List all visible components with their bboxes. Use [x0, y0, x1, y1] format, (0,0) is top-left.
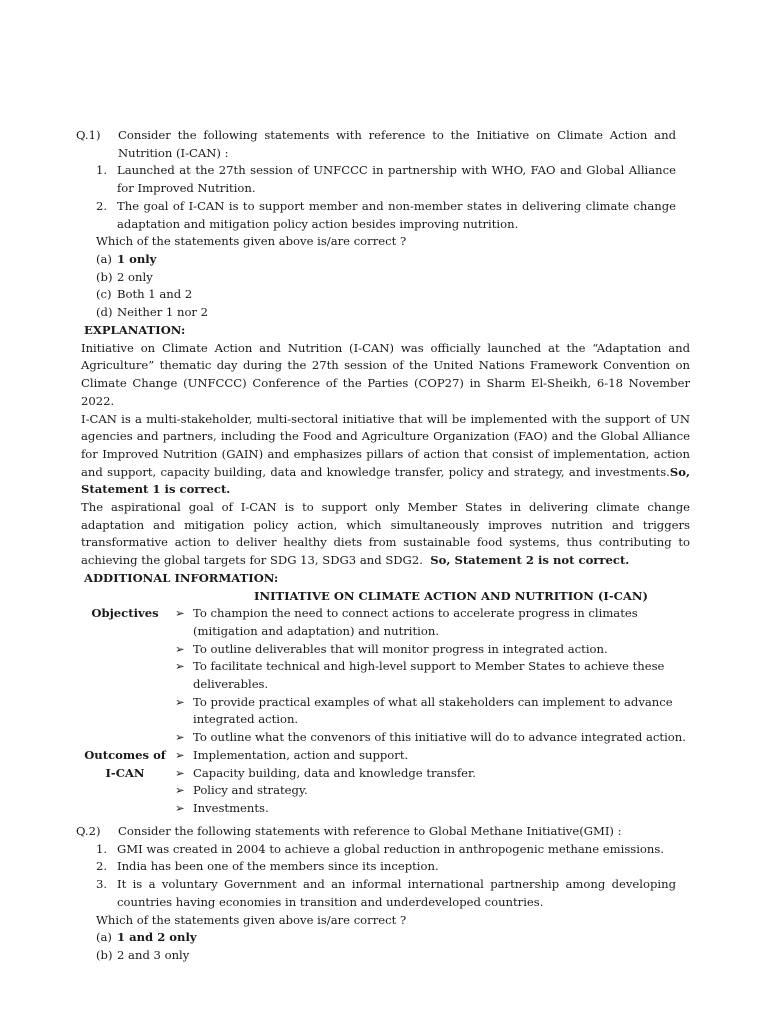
statement-number: 2. [96, 859, 108, 874]
bullet-item [169, 605, 690, 640]
option-label: (a) [96, 251, 112, 266]
statement-number: 1. [96, 163, 108, 178]
statement-text: India has been one of the members since its inception. [117, 859, 439, 874]
question-text: Consider the following statements with reference to the Initiative on Climate Action and Nutrition (I-CAN) : [118, 128, 676, 160]
statement-2-verdict: So, Statement 2 is not correct. [430, 553, 630, 568]
outcomes-label [81, 747, 169, 818]
bullet-item [169, 782, 690, 800]
bullet-item [169, 641, 690, 659]
bullet-item [169, 800, 690, 818]
statement-text: The goal of I-CAN is to support member and non-member states in delivering climate change adaptation and mitigation policy action besides improving nutrition. [117, 198, 676, 231]
question-1-stem [76, 127, 676, 162]
statement-text: Launched at the 27th session of UNFCCC in partnership with WHO, FAO and Global Alliance for Improved Nutrition. [117, 163, 676, 196]
explanation-heading: EXPLANATION: [84, 323, 186, 337]
bullet-text: Investments. [193, 800, 269, 815]
statement-number: 2. [96, 198, 108, 213]
explanation-paragraph-1: Initiative on Climate Action and Nutrition (I-CAN) was officially launched at the “Adaptation and Agriculture” thematic day during the 27th session of the United Nations Framework Convention on Climate Change (UNFCCC) Conference of the Parties (COP27) in Sharm El-Sheikh, 6-18 November 2022. [81, 340, 690, 408]
statement-item [76, 198, 676, 233]
objectives-row [81, 605, 690, 747]
option-label: (b) [96, 269, 113, 284]
bullet-text: To facilitate technical and high-level support to Member States to achieve these deliverables. [193, 659, 665, 692]
arrow-bullet-icon: ➢ [175, 659, 185, 674]
option-a [76, 251, 676, 269]
option-b [76, 269, 676, 287]
arrow-bullet-icon: ➢ [175, 765, 185, 780]
additional-info-heading: ADDITIONAL INFORMATION: [84, 570, 279, 585]
statement-item [76, 858, 676, 876]
option-text: 2 only [117, 269, 153, 284]
statement-number: 1. [96, 841, 108, 856]
arrow-bullet-icon: ➢ [175, 641, 185, 656]
bullet-text: To provide practical examples of what all stakeholders can implement to advance integrated action. [193, 694, 673, 727]
question-number: Q.1) [76, 128, 101, 142]
option-label: (c) [96, 287, 112, 302]
statement-1-verdict: So, Statement 1 is correct. [81, 464, 690, 497]
option-text: Both 1 and 2 [117, 287, 193, 302]
outcomes-list [169, 747, 690, 818]
option-text: 1 only [117, 251, 157, 266]
objectives-label: Objectives [91, 606, 159, 621]
question-prompt: Which of the statements given above is/are correct ? [96, 234, 407, 249]
bullet-item [169, 694, 690, 729]
bullet-item [169, 658, 690, 693]
statement-list [76, 162, 676, 233]
explanation-paragraph-2 [81, 411, 690, 500]
paragraph-text: I-CAN is a multi-stakeholder, multi-sectoral initiative that will be implemented with the support of UN agencies and partners, including the Food and Agriculture Organization (FAO) and the Global Alliance for Improved Nutrition (GAIN) and emphasizes pillars of action that consist of implementation, action and support, capacity building, data and knowledge transfer, policy and strategy, and investments. [81, 411, 690, 479]
objectives-list [169, 605, 690, 747]
bullet-item [169, 729, 690, 747]
option-text: Neither 1 nor 2 [117, 305, 209, 320]
option-label: (b) [96, 947, 113, 962]
info-table-title: INITIATIVE ON CLIMATE ACTION AND NUTRITION (I-CAN) [254, 588, 648, 603]
question-1 [76, 127, 676, 322]
bullet-text: To outline what the convenors of this initiative will do to advance integrated action. [193, 730, 686, 745]
statement-list [76, 841, 676, 912]
option-b [76, 947, 676, 965]
statement-number: 3. [96, 877, 108, 892]
arrow-bullet-icon: ➢ [175, 730, 185, 745]
question-prompt: Which of the statements given above is/are correct ? [96, 912, 407, 927]
arrow-bullet-icon: ➢ [175, 800, 185, 815]
statement-text: It is a voluntary Government and an informal international partnership among developing countries having economies in transition and underdeveloped countries. [117, 877, 676, 909]
bullet-item [169, 747, 690, 765]
question-2 [76, 823, 676, 965]
bullet-text: To outline deliverables that will monitor progress in integrated action. [193, 641, 608, 656]
option-d [76, 304, 676, 322]
outcomes-row [81, 747, 690, 818]
option-c [76, 286, 676, 304]
question-text: Consider the following statements with reference to Global Methane Initiative(GMI) : [118, 824, 622, 838]
statement-text: GMI was created in 2004 to achieve a global reduction in anthropogenic methane emissions. [117, 841, 665, 856]
statement-item [76, 876, 676, 911]
explanation-paragraph-3 [81, 499, 690, 570]
paragraph-text: The aspirational goal of I-CAN is to support only Member States in delivering climate change adaptation and mitigation policy action, which simultaneously improves nutrition and triggers transformative action to deliver healthy diets from sustainable food systems, thus contributing to achieving the global targets for SDG 13, SDG3 and SDG2. [81, 500, 690, 568]
question-number: Q.2) [76, 824, 101, 838]
bullet-text: To champion the need to connect actions to accelerate progress in climates (mitigation and adaptation) and nutrition. [193, 606, 638, 638]
outcomes-label-line-2: I-CAN [105, 765, 145, 780]
explanation-section [81, 322, 690, 818]
arrow-bullet-icon: ➢ [175, 694, 185, 709]
statement-item [76, 162, 676, 197]
option-a [76, 929, 676, 947]
option-text: 2 and 3 only [117, 947, 190, 962]
arrow-bullet-icon: ➢ [175, 783, 185, 798]
bullet-text: Capacity building, data and knowledge transfer. [193, 765, 476, 780]
option-text: 1 and 2 only [117, 930, 197, 945]
bullet-item [169, 765, 690, 783]
option-label: (a) [96, 930, 112, 945]
bullet-text: Policy and strategy. [193, 783, 308, 798]
bullet-text: Implementation, action and support. [193, 747, 409, 762]
arrow-bullet-icon: ➢ [175, 606, 185, 621]
statement-item [76, 841, 676, 859]
outcomes-label-line-1: Outcomes of [84, 747, 166, 762]
arrow-bullet-icon: ➢ [175, 747, 185, 762]
option-label: (d) [96, 305, 113, 320]
question-2-stem [76, 823, 676, 841]
